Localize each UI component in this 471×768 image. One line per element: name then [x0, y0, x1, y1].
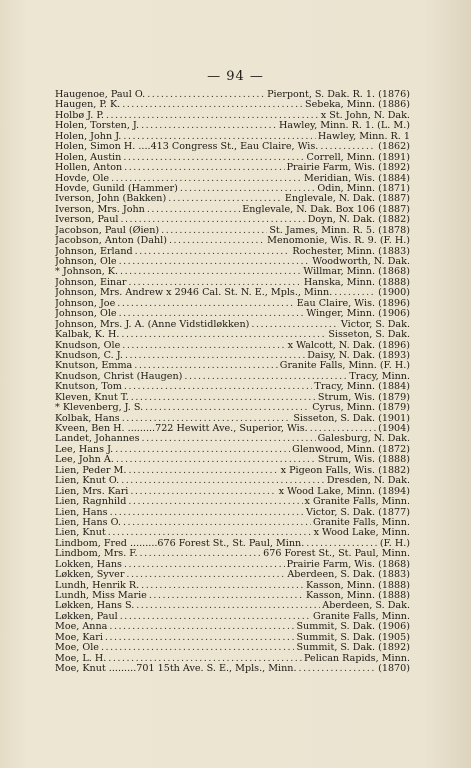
entry-address: Prairie Farm, Wis. (1892) [286, 163, 410, 174]
directory-entry [55, 341, 410, 351]
entry-name: Moe, Kari [55, 632, 103, 643]
directory-entry [55, 205, 410, 215]
entry-name: Lien, Knut O. [55, 476, 120, 487]
entry-name: Lien, Ragnhild [55, 497, 127, 508]
directory-entry [55, 288, 410, 298]
dot-leader [121, 476, 325, 486]
directory-entry [55, 664, 410, 674]
directory-entry [55, 320, 410, 330]
dot-leader [123, 153, 304, 163]
entry-address: x Wood Lake, Minn. (1894) [278, 486, 410, 497]
entry-name: Moe, Knut .........701 15th Ave. S. E., Mpls., Minn. [55, 664, 297, 675]
entry-name: Haugenoe, Paul O. [55, 90, 146, 100]
entry-name: Hovde, Gunild (Hammer) [55, 183, 178, 194]
dot-leader [299, 664, 377, 674]
directory-entry [55, 257, 410, 267]
entry-address: Odin, Minn. (1871) [317, 183, 410, 194]
entry-name: Kolbak, Hans [55, 413, 120, 424]
directory-entry [55, 309, 410, 319]
entry-name: Jacobson, Paul (Øien) [55, 225, 160, 236]
entry-name: Lien, Hans [55, 507, 108, 518]
entry-name: Iverson, Paul [55, 215, 119, 226]
entry-name: Holbø J. P. [55, 110, 104, 121]
directory-entry [55, 601, 410, 611]
entry-name: Løkken, Syver [55, 570, 125, 581]
dot-leader [149, 591, 304, 601]
entry-address: Aberdeen, S. Dak. (1883) [287, 570, 410, 581]
entry-address: Galesburg, N. Dak. [317, 434, 410, 445]
dot-leader [169, 236, 265, 246]
dot-leader [109, 622, 294, 632]
dot-leader [180, 184, 316, 194]
directory-entry [55, 142, 410, 152]
entry-name: Knudson, Ole [55, 340, 121, 351]
page-number: — 94 — [207, 69, 264, 84]
entry-address: Aberdeen, S. Dak. [322, 601, 410, 612]
directory-entry [55, 247, 410, 257]
dot-leader [125, 351, 305, 361]
dot-leader [141, 121, 277, 131]
entry-address: Pierpont, S. Dak. R. 1. (1876) [267, 90, 410, 100]
entry-name: Moe, Anna [55, 622, 108, 633]
directory-entry [55, 434, 410, 444]
directory-entry [55, 90, 410, 100]
entry-address: Woodworth, N. Dak. [312, 257, 410, 267]
directory-entry [55, 361, 410, 371]
directory-entry [55, 278, 410, 288]
directory-entry [55, 226, 410, 236]
dot-leader [130, 487, 276, 497]
directory-entry [55, 476, 410, 486]
directory-entry [55, 466, 410, 476]
entry-address: Meridian, Wis. (1884) [303, 173, 410, 184]
directory-entry [55, 393, 410, 403]
entry-address: Daisy, N. Dak. (1893) [307, 350, 410, 361]
dot-leader [124, 560, 285, 570]
dot-leader [123, 132, 316, 142]
entry-name: Lee, Hans J. [55, 444, 114, 455]
entry-name: Holen, John J. [55, 131, 122, 142]
directory-entry [55, 591, 410, 601]
directory-entry [55, 643, 410, 653]
entry-name: Landet, Johannes [55, 434, 140, 445]
dot-leader [168, 194, 283, 204]
entry-address: Eau Claire, Wis. (1896) [296, 298, 410, 309]
entry-name: Kveen, Ben H. .........722 Hewitt Ave., Superior, Wis. [55, 424, 308, 434]
dot-leader [115, 445, 290, 455]
entry-name: Lien, Knut [55, 528, 106, 539]
dot-leader [119, 257, 311, 267]
dot-leader [147, 205, 240, 215]
dot-leader [108, 654, 302, 664]
directory-entry [55, 539, 410, 549]
entry-address: Pelican Rapids, Minn. [304, 653, 410, 664]
dot-leader [320, 142, 376, 152]
dot-leader [116, 455, 316, 465]
entry-address: Winger, Minn. (1906) [306, 309, 410, 320]
dot-leader [106, 111, 319, 121]
entry-name: Lundh, Henrik R. [55, 580, 140, 591]
dot-leader [128, 497, 302, 507]
entry-address: Strum, Wis. (1888) [317, 455, 410, 466]
entry-name: Lundh, Miss Marie [55, 591, 147, 601]
entry-address: Kasson, Minn. (1888) [305, 580, 410, 591]
directory-entry [55, 184, 410, 194]
dot-leader [145, 403, 310, 413]
dot-leader [161, 226, 267, 236]
entry-name: Lien, Mrs. Kari [55, 486, 129, 497]
dot-leader [122, 341, 285, 351]
entry-address: (1904) [378, 424, 410, 434]
dot-leader [111, 174, 302, 184]
dot-leader [110, 508, 304, 518]
dot-leader [306, 539, 378, 549]
entry-address: Sebeka, Minn. (1886) [305, 100, 410, 111]
dot-leader [126, 570, 285, 580]
directory-entry [55, 570, 410, 580]
entry-address: x Wood Lake, Minn. [313, 528, 410, 539]
entry-address: x Pigeon Falls, Wis. (1882) [280, 465, 410, 476]
directory-entry [55, 445, 410, 455]
entry-address: Sisseton, S. Dak. (1901) [293, 413, 410, 424]
directory-entry [55, 330, 410, 340]
entry-address: Rochester, Minn. (1883) [292, 246, 410, 257]
entry-name: Johnson, Einar [55, 277, 127, 288]
entry-name: Hovde, Ole [55, 173, 110, 184]
directory-entry [55, 424, 410, 434]
dot-leader [121, 330, 326, 340]
entry-name: Kalbak, K. H. [55, 330, 120, 341]
directory-entry [55, 174, 410, 184]
entry-address: (1870) [378, 664, 410, 675]
entry-address: Tracy, Minn. (1884) [314, 382, 410, 393]
entry-address: Prairie Farm, Wis. (1868) [286, 559, 410, 570]
dot-leader [310, 424, 376, 434]
entry-address: Willmar, Minn. (1868) [303, 267, 410, 278]
entry-address: x Walcott, N. Dak. (1896) [287, 340, 410, 351]
entry-name: Knutson, Emma [55, 361, 133, 372]
dot-leader [135, 247, 291, 257]
directory-entry [55, 414, 410, 424]
entry-address: St. James, Minn. R. 5. (1878) [269, 225, 410, 236]
entry-name: Johnson, Joe [55, 298, 116, 309]
entry-name: Johnson, Mrs. Andrew x 2946 Cal. St. N. E., Mpls., Minn. [55, 288, 333, 299]
entry-name: Johnson, Ole [55, 257, 117, 267]
directory-entry [55, 654, 410, 664]
directory-entry [55, 403, 410, 413]
entry-name: Kleven, Knut T. [55, 392, 129, 403]
directory-entry [55, 163, 410, 173]
dot-leader [105, 633, 295, 643]
entry-address: x Granite Falls, Minn. [304, 497, 410, 508]
dot-leader [136, 601, 320, 611]
dot-leader [131, 393, 316, 403]
entry-name: Jacobson, Anton (Dahl) [55, 236, 167, 247]
entry-name: Lee, John A. [55, 455, 114, 466]
directory-entry [55, 351, 410, 361]
directory-entry [55, 581, 410, 591]
entry-address: Summit, S. Dak. (1905) [296, 632, 410, 643]
dot-leader [119, 309, 305, 319]
entry-name: Løkken, Paul [55, 611, 118, 622]
entry-name: Moe, Ole [55, 643, 99, 654]
entry-address: Victor, S. Dak. [340, 319, 410, 330]
directory-entry [55, 382, 410, 392]
dot-leader [108, 528, 312, 538]
entry-address: Englevale, N. Dak. (1887) [284, 194, 410, 205]
dot-leader [124, 382, 313, 392]
dot-leader [123, 518, 311, 528]
entry-name: * Johnson, K. [55, 267, 119, 278]
entry-name: Holen, Simon H. ....413 Congress St., Eau Claire, Wis. [55, 142, 319, 153]
dot-leader [120, 215, 305, 225]
directory-entry [55, 372, 410, 382]
directory-entry [55, 215, 410, 225]
entry-address: (F. H.) [379, 538, 410, 549]
entry-address: Doyn, N. Dak. (1882) [307, 215, 410, 226]
entry-address: Hanska, Minn. (1888) [303, 277, 410, 288]
entry-address: Glenwood, Minn. (1872) [292, 444, 410, 455]
entry-address: Victor, S. Dak. (1877) [305, 507, 410, 518]
directory-entry [55, 633, 410, 643]
entry-address: Sisseton, S. Dak. [328, 330, 410, 341]
directory-entry [55, 487, 410, 497]
entry-name: Johnson, Ole [55, 309, 117, 320]
entry-name: Knudson, C. J. [55, 350, 123, 361]
entry-address: Summit, S. Dak. (1892) [296, 643, 410, 654]
directory-entry [55, 100, 410, 110]
directory-entry [55, 455, 410, 465]
directory-entry [55, 518, 410, 528]
entry-address: Granite Falls, Minn. [313, 517, 410, 528]
entry-name: Moe, L. H. [55, 653, 107, 664]
entry-address: 676 Forest St., St. Paul, Minn. [263, 549, 410, 560]
entry-address: Cyrus, Minn. (1879) [312, 403, 410, 414]
directory-entry [55, 508, 410, 518]
entry-address: Granite Falls, Minn. (F. H.) [279, 361, 410, 372]
dot-leader [129, 278, 302, 288]
dot-leader [142, 434, 316, 444]
dot-leader [184, 372, 347, 382]
entry-address: Kasson, Minn. (1888) [305, 591, 410, 601]
entry-address: x St. John, N. Dak. [320, 110, 410, 121]
entry-address: Tracy, Minn. [349, 371, 410, 382]
entry-name: Lien, Hans O. [55, 517, 121, 528]
entry-name: Knudson, Christ (Haugen) [55, 371, 183, 382]
directory-entry [55, 153, 410, 163]
entry-name: Holen, Austin [55, 152, 122, 163]
entry-name: Lindbom, Fred .........676 Forest St., St. Paul, Minn. [55, 538, 305, 549]
entry-address: Hawley, Minn. R. 1. (L. M.) [279, 121, 410, 132]
entry-address: Dresden, N. Dak. [326, 476, 410, 487]
dot-leader [117, 299, 295, 309]
directory-entry [55, 299, 410, 309]
dot-leader [141, 581, 304, 591]
dot-leader [134, 361, 278, 371]
directory-entry [55, 497, 410, 507]
directory-entry [55, 267, 410, 277]
entry-name: Knutson, Tom [55, 382, 122, 393]
entry-name: Lindbom, Mrs. F. [55, 549, 138, 560]
dot-leader [140, 549, 262, 559]
entry-address: Summit, S. Dak. (1906) [296, 622, 410, 633]
directory-entry [55, 236, 410, 246]
dot-leader [120, 267, 301, 277]
entry-name: Iverson, John (Bakken) [55, 194, 167, 205]
dot-leader [120, 612, 311, 622]
directory-list [55, 90, 410, 675]
entry-address: (1862) [378, 142, 410, 153]
dot-leader [122, 100, 303, 110]
directory-entry [55, 111, 410, 121]
directory-entry [55, 121, 410, 131]
dot-leader [101, 643, 294, 653]
entry-name: Løkken, Hans S. [55, 601, 135, 612]
dot-leader [334, 288, 376, 298]
entry-address: Correll, Minn. (1891) [306, 152, 410, 163]
dot-leader [124, 163, 284, 173]
entry-address: Granite Falls, Minn. [313, 611, 410, 622]
entry-name: Johnson, Erland [55, 246, 133, 257]
entry-address: Englevale, N. Dak. Box 106 (1887) [242, 204, 410, 215]
entry-address: Hawley, Minn. R. 1 [317, 131, 410, 142]
entry-name: Hollen, Anton [55, 163, 123, 174]
dot-leader [147, 90, 265, 100]
entry-address: (1900) [378, 288, 410, 299]
dot-leader [128, 466, 278, 476]
directory-entry [55, 549, 410, 559]
directory-entry [55, 528, 410, 538]
directory-entry [55, 622, 410, 632]
entry-name: Holen, Torsten, J. [55, 121, 140, 132]
entry-name: Lien, Peder M. [55, 465, 127, 476]
dot-leader [122, 414, 292, 424]
directory-entry [55, 132, 410, 142]
entry-address: Menomonie, Wis. R. 9. (F. H.) [267, 236, 410, 247]
directory-entry [55, 612, 410, 622]
directory-entry [55, 194, 410, 204]
entry-name: Johnson, Mrs. J. A. (Anne Vidstidløkken) [55, 319, 250, 330]
directory-entry [55, 560, 410, 570]
entry-name: Haugen, P. K. [55, 100, 121, 111]
entry-name: Iverson, Mrs. John [55, 204, 145, 215]
entry-address: Strum, Wis. (1879) [317, 392, 410, 403]
entry-name: Lokken, Hans [55, 559, 122, 570]
dot-leader [251, 320, 339, 330]
entry-name: * Klevenberg, J. S. [55, 403, 144, 414]
